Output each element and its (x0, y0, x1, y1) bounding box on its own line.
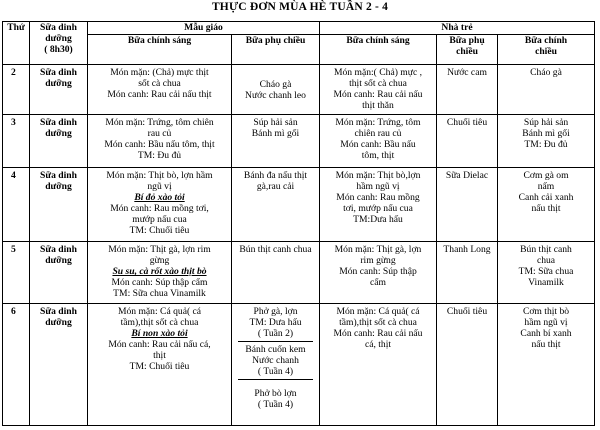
menu-line: cẩm (370, 277, 386, 288)
menu-line: Phở bò lợn (254, 388, 297, 399)
sua-line: dưỡng (45, 255, 72, 266)
nt-phu-cell (437, 304, 498, 426)
menu-line: Nước chanh (252, 355, 299, 366)
sua-line: Sữa dinh (40, 244, 77, 255)
menu-line: Món mặn: Cá quả( cá (336, 306, 420, 317)
menu-line: Vinamilk (528, 277, 564, 288)
menu-line: ( Tuần 2) (257, 328, 294, 339)
menu-line: Chuối tiêu (446, 306, 488, 317)
mg-phu-cell (232, 65, 320, 115)
menu-line: TM: Sữa chua (518, 266, 574, 277)
header-row-1 (3, 22, 595, 35)
menu-line: Bánh đa nấu thịt (243, 170, 308, 181)
menu-line: cá, thịt (364, 339, 392, 350)
table-row (3, 242, 595, 304)
menu-line: ( Tuần 4) (257, 399, 294, 410)
header-nt-phu-line1: Bữa phụ (449, 35, 485, 46)
table-row (3, 115, 595, 168)
mg-phu-option-week2 (238, 306, 313, 341)
mg-phu-option-week4a (238, 341, 313, 379)
mg-phu-option-week4b (238, 379, 313, 412)
sua-line: Sữa dinh (40, 117, 77, 128)
menu-line: Thanh Long (443, 244, 491, 255)
header-row-2 (3, 35, 595, 65)
table-row (3, 65, 595, 115)
nt-sang-cell (320, 65, 437, 115)
menu-line-highlight: Bí đỏ xào tỏi (134, 192, 185, 203)
menu-line: nấu thịt (531, 339, 561, 350)
menu-line: tầm),thịt sốt cà chua (339, 317, 417, 328)
menu-line: TM:Dưa hấu (353, 214, 403, 225)
menu-line: gừng (149, 255, 170, 266)
menu-line: ngũ vị (147, 181, 172, 192)
day-cell: 3 (3, 115, 30, 168)
menu-line: Chuối tiêu (446, 117, 488, 128)
menu-line: thịt sốt cà chua (349, 78, 407, 89)
menu-line: Cháo gà (530, 67, 562, 78)
header-sua-line1: Sữa dinh (40, 22, 77, 33)
menu-line: hầm ngũ vị (524, 317, 568, 328)
nt-sang-cell (320, 304, 437, 426)
mg-sang-cell (88, 65, 232, 115)
header-mg-sang: Bữa chính sáng (88, 35, 232, 65)
sua-line: dưỡng (45, 128, 72, 139)
menu-line: Bún thịt canh (520, 244, 572, 255)
menu-line: Món mặn: Thịt bò, lợn hầm (106, 170, 213, 181)
day-cell: 4 (3, 168, 30, 242)
menu-line: Bánh cuốn kem (245, 344, 306, 355)
nt-sang-cell (320, 115, 437, 168)
menu-line: Món canh: Rau mồng (336, 192, 420, 203)
menu-line: tầm),thịt sốt cà chua (120, 317, 199, 328)
menu-line: Cơm thịt bò (522, 306, 570, 317)
menu-line: Món canh: Súp thập (339, 266, 417, 277)
menu-line: nấm (537, 181, 555, 192)
menu-line: rau củ (147, 128, 172, 139)
menu-line: Món canh: Rau cải nấu (333, 89, 423, 100)
sua-line: Sữa dinh (40, 170, 77, 181)
menu-line: Nước cam (447, 67, 487, 78)
menu-title: THỰC ĐƠN MÙA HÈ TUẦN 2 - 4 (211, 1, 389, 13)
menu-line: chiên rau củ (354, 128, 402, 139)
header-nt-sang: Bữa chính sáng (320, 35, 437, 65)
sua-cell (30, 304, 88, 426)
menu-line: Bánh mì gối (522, 128, 570, 139)
header-nt-chinh-chieu (498, 35, 595, 65)
sua-cell (30, 65, 88, 115)
menu-line: Món canh: Rau cải nấu cá, (108, 339, 211, 350)
menu-line: mướp nấu cua (132, 214, 187, 225)
sua-cell (30, 168, 88, 242)
menu-line: Cháo gà (259, 79, 292, 90)
menu-line: Món mặn: Thịt gà, lợn (334, 244, 422, 255)
nt-chieu-cell (498, 65, 595, 115)
table-row (3, 304, 595, 426)
sua-cell (30, 242, 88, 304)
sua-cell (30, 115, 88, 168)
menu-line: Món mặn: Thịt gà, lợn rim (108, 244, 211, 255)
table-row (3, 168, 595, 242)
menu-line: nấu thịt (531, 203, 561, 214)
menu-line: Phở gà, lợn (253, 306, 298, 317)
menu-table (2, 21, 595, 426)
header-nt-phu (437, 35, 498, 65)
menu-line: Súp hải sản (523, 117, 569, 128)
menu-line: Canh bí xanh (520, 328, 572, 339)
mg-sang-cell (88, 115, 232, 168)
menu-line: Cơm gà om (523, 170, 569, 181)
header-thu: Thứ (3, 22, 30, 65)
sua-line: dưỡng (45, 181, 72, 192)
header-nt-chieu-line1: Bữa chính (524, 35, 568, 46)
menu-line: rim gừng (360, 255, 396, 266)
nt-phu-cell (437, 168, 498, 242)
menu-line: tơi, mướp nấu cua (343, 203, 413, 214)
sua-line: dưỡng (45, 317, 72, 328)
menu-line: TM: Đu đủ (137, 150, 182, 161)
mg-phu-cell (232, 242, 320, 304)
menu-line: Món mặn: Trứng, tôm (335, 117, 421, 128)
sua-line: Sữa dinh (40, 306, 77, 317)
menu-line: Món canh: Súp thập cẩm (111, 277, 208, 288)
menu-line: Món mặn:( Chả) mực , (333, 67, 423, 78)
mg-sang-cell (88, 168, 232, 242)
nt-chieu-cell (498, 168, 595, 242)
menu-line: tôm, thịt (361, 150, 395, 161)
nt-chieu-cell (498, 242, 595, 304)
menu-line-highlight: Su su, cà rốt xào thịt bò (112, 266, 207, 277)
header-sua (30, 22, 88, 65)
header-nt-chieu-line2: chiều (535, 46, 557, 57)
menu-line: Bánh mì gối (251, 128, 300, 139)
menu-line: Món mặn: Trứng, tôm chiên (105, 117, 214, 128)
header-sua-line2: dưỡng (45, 33, 72, 44)
menu-line: TM: Sữa chua Vinamilk (113, 288, 206, 299)
header-sua-line3: ( 8h30) (44, 44, 73, 55)
header-nha-tre: Nhà trẻ (320, 22, 595, 35)
nt-phu-cell (437, 65, 498, 115)
menu-line: ( Tuần 4) (257, 366, 294, 377)
nt-phu-cell (437, 115, 498, 168)
menu-line: Món canh: Bầu nấu tôm, thịt (104, 139, 215, 150)
menu-line: Súp hải sản (253, 117, 298, 128)
sua-line: Sữa dinh (40, 67, 77, 78)
menu-line: Món mặn: (Chả) mực thịt (110, 67, 209, 78)
menu-line: TM: Chuối tiêu (129, 225, 190, 236)
nt-phu-cell (437, 242, 498, 304)
nt-chieu-cell (498, 304, 595, 426)
menu-line: thịt thăn (362, 100, 394, 111)
mg-sang-cell (88, 242, 232, 304)
menu-line: Món canh: Bầu nấu (340, 139, 416, 150)
nt-sang-cell (320, 242, 437, 304)
menu-line: thịt (153, 350, 166, 361)
menu-line: Món mặn: Thịt bò,lợn (335, 170, 421, 181)
menu-line: TM: Đu đủ (524, 139, 568, 150)
mg-phu-cell (232, 115, 320, 168)
menu-line: Món canh: Rau cải nấu thịt (107, 89, 212, 100)
menu-line: hầm ngũ vị (356, 181, 400, 192)
menu-line: Món canh: Rau mồng tơi, (110, 203, 209, 214)
menu-line: Món canh: Rau cải nấu (333, 328, 423, 339)
header-mau-giao: Mẫu giáo (88, 22, 320, 35)
mg-phu-cell (232, 168, 320, 242)
menu-line: Món mặn: Cá quả( cá (117, 306, 202, 317)
nt-chieu-cell (498, 115, 595, 168)
menu-line: gà,rau cải (256, 181, 295, 192)
day-cell: 5 (3, 242, 30, 304)
day-cell: 2 (3, 65, 30, 115)
day-cell: 6 (3, 304, 30, 426)
menu-line: sốt cà chua (138, 78, 181, 89)
header-mg-phu: Bữa phụ chiều (232, 35, 320, 65)
menu-line: Nước chanh leo (245, 90, 306, 101)
menu-line: Bún thịt canh chua (239, 244, 312, 255)
menu-line: TM: Chuối tiêu (129, 361, 190, 372)
menu-line: Canh cải xanh (518, 192, 574, 203)
header-nt-phu-line2: chiều (456, 46, 478, 57)
menu-line-highlight: Bí non xào tỏi (131, 328, 188, 339)
nt-sang-cell (320, 168, 437, 242)
sua-line: dưỡng (45, 78, 72, 89)
mg-sang-cell (88, 304, 232, 426)
menu-line: Sữa Dielac (445, 170, 489, 181)
menu-line: TM: Dưa hấu (249, 317, 302, 328)
menu-line: chua (536, 255, 556, 266)
mg-phu-cell (232, 304, 320, 426)
